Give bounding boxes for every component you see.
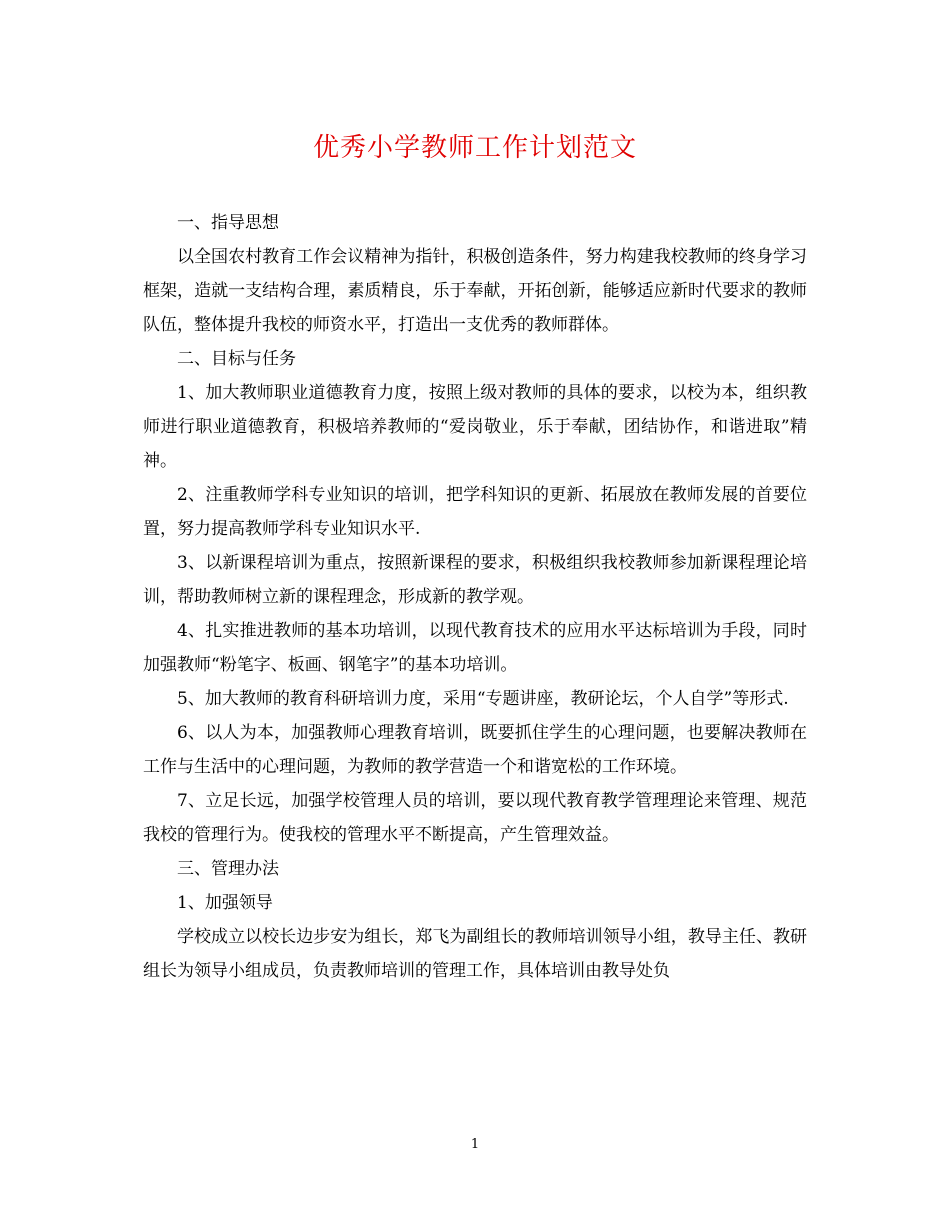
subsection-heading: 1、加强领导 <box>177 893 273 913</box>
section-heading: 三、管理办法 <box>177 859 279 879</box>
paragraph: 4、扎实推进教师的基本功培训，以现代教育技术的应用水平达标培训为手段，同时加强教师“粉笔字、板画、钢笔字”的基本功培训。 <box>143 621 807 675</box>
paragraph: 以全国农村教育工作会议精神为指针，积极创造条件，努力构建我校教师的终身学习框架，造就一支结构合理，素质精良，乐于奉献，开拓创新，能够适应新时代要求的教师队伍，整体提升我校的师资水平，打造出一支优秀的教师群体。 <box>143 247 807 335</box>
paragraph: 2、注重教师学科专业知识的培训，把学科知识的更新、拓展放在教师发展的首要位置，努力提高教师学科专业知识水平. <box>143 485 807 539</box>
paragraph: 学校成立以校长边步安为组长，郑飞为副组长的教师培训领导小组，教导主任、教研组长为领导小组成员，负责教师培训的管理工作，具体培训由教导处负 <box>143 927 807 981</box>
paragraph: 6、以人为本，加强教师心理教育培训，既要抓住学生的心理问题，也要解决教师在工作与生活中的心理问题，为教师的教学营造一个和谐宽松的工作环境。 <box>143 723 807 777</box>
paragraph: 1、加大教师职业道德教育力度，按照上级对教师的具体的要求，以校为本，组织教师进行职业道德教育，积极培养教师的“爱岗敬业，乐于奉献，团结协作，和谐进取”精神。 <box>143 383 807 471</box>
document-body <box>143 206 807 988</box>
section-heading: 一、指导思想 <box>177 213 279 233</box>
paragraph: 3、以新课程培训为重点，按照新课程的要求，积极组织我校教师参加新课程理论培训，帮助教师树立新的课程理念，形成新的教学观。 <box>143 553 807 607</box>
document-title: 优秀小学教师工作计划范文 <box>312 133 637 163</box>
paragraph: 5、加大教师的教育科研培训力度，采用“专题讲座，教研论坛，个人自学”等形式. <box>177 689 789 709</box>
section-heading: 二、目标与任务 <box>177 349 296 369</box>
paragraph: 7、立足长远，加强学校管理人员的培训，要以现代教育教学管理理论来管理、规范我校的管理行为。使我校的管理水平不断提高，产生管理效益。 <box>143 791 807 845</box>
page-number: 1 <box>470 1137 480 1152</box>
